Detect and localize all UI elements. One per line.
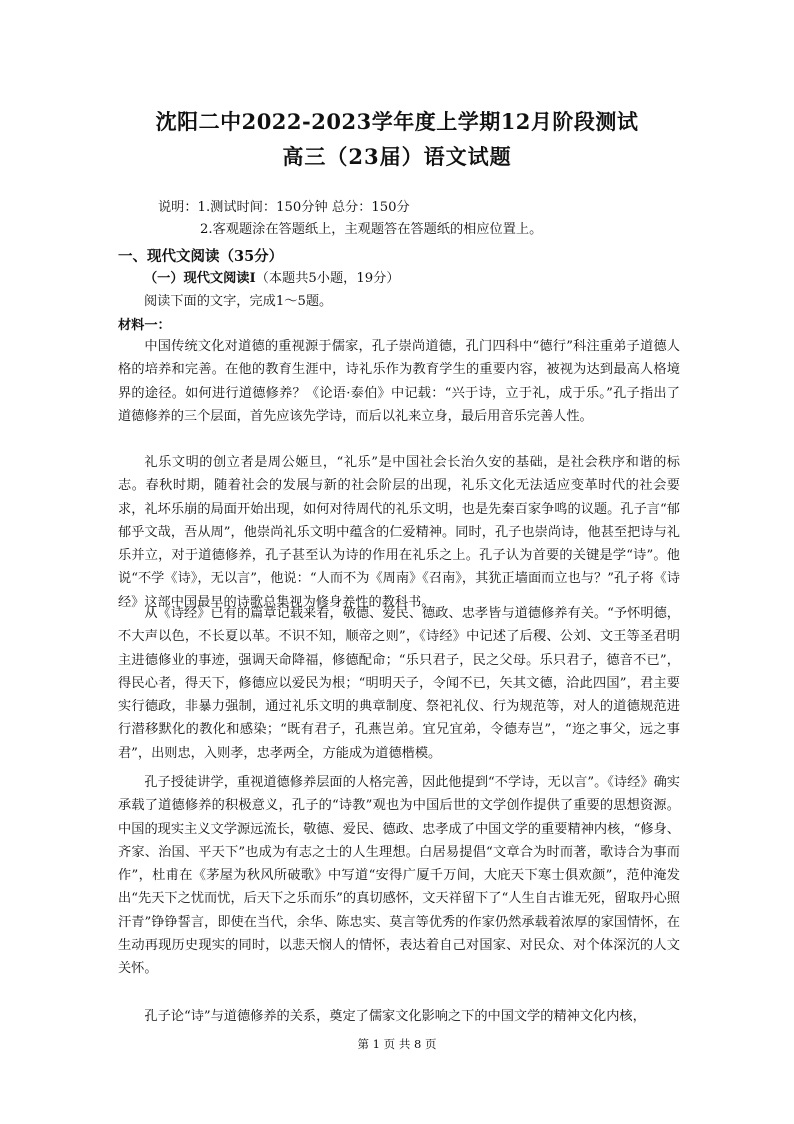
instructions-note-2: 2.客观题涂在答题纸上，主观题答在答题纸的相应位置上。	[200, 222, 543, 237]
paragraph-1: 中国传统文化对道德的重视源于儒家，孔子崇尚道德，孔门四科中“德行”科注重弟子道德人格的培养和完善。在他的教育生涯中，诗礼乐作为教育学生的重要内容，被视为达到最高人格境界的途径。如何进行道德修养？《论语·泰伯》中记载：“兴于诗，立于礼，成于乐。”孔子指出了道德修养的三个层面，首先应该先学诗，而后以礼来立身，最后用音乐完善人性。	[118, 339, 680, 424]
exam-subtitle: 高三（23届）语文试题	[282, 144, 512, 169]
exam-title: 沈阳二中2022-2023学年度上学期12月阶段测试	[155, 109, 639, 134]
subsection-heading	[144, 270, 400, 288]
page-footer: 第 1 页 共 8 页	[357, 1037, 437, 1051]
subsection-detail: （本题共5小题，19分）	[255, 271, 400, 286]
paragraph-5: 孔子论“诗”与道德修养的关系，奠定了儒家文化影响之下的中国文学的精神文化内核，	[144, 1009, 646, 1024]
material-label: 材料一：	[118, 318, 171, 333]
paragraph-3: 从《诗经》已有的篇章记载来看，敬德、爱民、德政、忠孝皆与道德修养有关。“予怀明德，不大声以色，不长夏以革。不识不知，顺帝之则”，《诗经》中记述了后稷、公刘、文王等圣君明主进德修业的事迹，强调天命降福，修德配命；“乐只君子，民之父母。乐只君子，德音不已”，得民心者，得天下，修德应以爱民为根；“明明天子，令闻不已，矢其文德，洽此四国”，君主要实行德政，非暴力强制，通过礼乐文明的典章制度、祭祀礼仪、行为规范等，对人的道德规范进行潜移默化的教化和感染；“既有君子，孔燕岂弟。宜兄宜弟，令德寿岂”，“迩之事父，远之事君”，出则忠，入则孝，忠孝两全，方能成为道德楷模。	[118, 606, 680, 761]
reading-instruction: 阅读下面的文字，完成1～5题。	[144, 294, 333, 309]
section-heading: 一、现代文阅读（35分）	[118, 248, 284, 265]
instructions-note-1: 说明：1.测试时间：150分钟 总分：150分	[158, 200, 410, 215]
paragraph-2: 礼乐文明的创立者是周公姬旦，“礼乐”是中国社会长治久安的基础，是社会秩序和谐的标志。春秋时期，随着社会的发展与新的社会阶层的出现，礼乐文化无法适应变革时代的社会要求，礼坏乐崩的局面开始出现，如何对待周代的礼乐文明，也是先秦百家争鸣的议题。孔子言“郁郁乎文哉，吾从周”，他崇尚礼乐文明中蕴含的仁爱精神。同时，孔子也崇尚诗，他甚至把诗与礼乐并立，对于道德修养，孔子甚至认为诗的作用在礼乐之上。孔子认为首要的关键是学“诗”。他说“不学《诗》，无以言”，他说：“人而不为《周南》《召南》，其犹正墙面而立也与？”孔子将《诗经》这部中国最早的诗歌总集视为修身养性的教科书。	[118, 455, 680, 610]
paragraph-4: 孔子授徒讲学，重视道德修养层面的人格完善，因此他提到“不学诗，无以言”。《诗经》确实承载了道德修养的积极意义，孔子的“诗教”观也为中国后世的文学创作提供了重要的思想资源。中国的现实主义文学源远流长，敬德、爱民、德政、忠孝成了中国文学的重要精神内核，“修身、齐家、治国、平天下”也成为有志之士的人生理想。白居易提倡“文章合为时而著，歌诗合为事而作”，杜甫在《茅屋为秋风所破歌》中写道“安得广厦千万间，大庇天下寒士俱欢颜”，范仲淹发出“先天下之忧而忧，后天下之乐而乐”的真切感怀，文天祥留下了“人生自古谁无死，留取丹心照汗青”铮铮誓言，即使在当代，余华、陈忠实、莫言等优秀的作家仍然承载着浓厚的家国情怀，在生动再现历史现实的同时，以悲天悯人的情怀，表达着自己对国家、对民众、对个体深沉的人文关怀。	[118, 775, 680, 977]
subsection-title: （一）现代文阅读Ⅰ	[144, 271, 256, 286]
